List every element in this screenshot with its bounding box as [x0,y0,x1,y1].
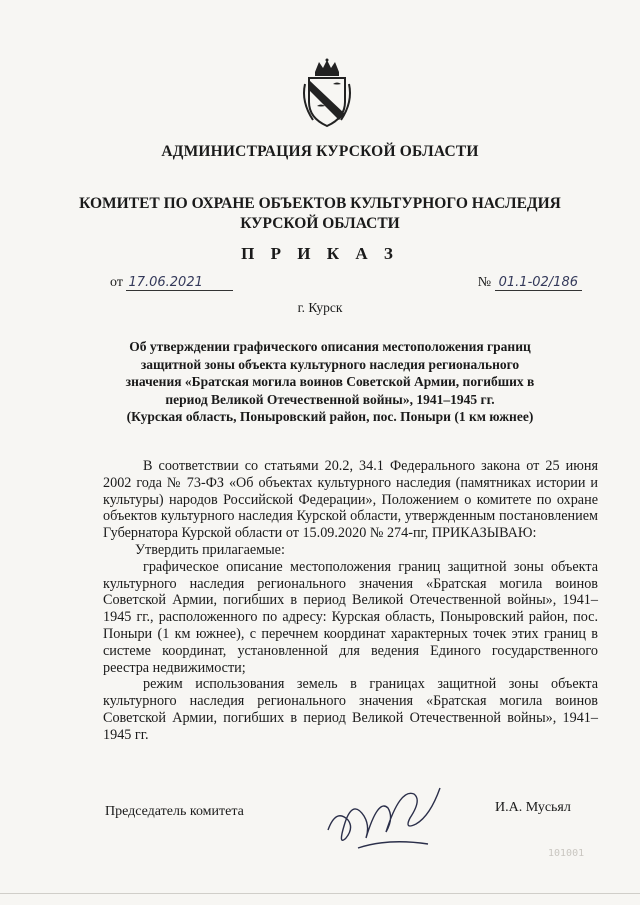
committee-line-2: КУРСКОЙ ОБЛАСТИ [240,215,400,232]
organization-title: АДМИНИСТРАЦИЯ КУРСКОЙ ОБЛАСТИ [161,143,479,160]
order-number [478,275,582,291]
body-paragraph-4: режим использования земель в границах защитной зоны объекта культурного наследия регионального значения «Братская могила воинов Советской Армии, погибших в период Великой Отечественной войны», 1941–1945 гг. [103,676,598,743]
city: г. Курск [297,300,343,315]
order-subject [95,338,565,426]
subject-line-1: Об утверждении графического описания местоположения границ [129,339,531,354]
committee-title [0,194,640,234]
date-value: 17.06.2021 [126,275,232,291]
handwritten-signature [318,768,458,858]
committee-line-1: КОМИТЕТ ПО ОХРАНЕ ОБЪЕКТОВ КУЛЬТУРНОГО НАСЛЕДИЯ [79,195,561,212]
subject-line-4: период Великой Отечественной войны», 1941–1945 гг. [165,391,495,407]
subject-line-3: значения «Братская могила воинов Советской Армии, погибших в [125,374,535,389]
order-date [110,275,233,291]
coat-of-arms-icon [299,58,355,128]
subject-line-5: (Курская область, Поныровский район, пос. Поныри (1 км южнее) [126,409,534,424]
document-type: П Р И К А З [241,244,399,263]
bottom-rule [0,893,640,894]
body-paragraph-1: В соответствии со статьями 20.2, 34.1 Федерального закона от 25 июня 2002 года № 73-ФЗ «Об объектах культурного наследия (памятниках истории и культуры) народов Российской Федерации», Положением о комитете по охране объектов культурного наследия Курской области, утвержденным постановлением Губернатора Курской области от 15.09.2020 № 274-пг, ПРИКАЗЫВАЮ: [103,458,598,542]
document-stamp: 101001 [548,848,585,859]
body-paragraph-2: Утвердить прилагаемые: [135,541,285,558]
date-prefix: от [110,275,123,290]
signatory-position: Председатель комитета [105,804,244,819]
number-prefix: № [477,275,492,290]
signatory-name: И.А. Мусьял [495,800,571,815]
order-body [103,458,598,744]
body-paragraph-3: графическое описание местоположения границ защитной зоны объекта культурного наследия регионального значения «Братская могила воинов Советской Армии, погибших в период Великой Отечественной войны», 1941–1945 гг., расположенного по адресу: Курская область, Поныровский район, пос. Поныри (1 км южнее), с перечнем координат характерных точек этих границ в системе координат, установленной для ведения Единого государственного реестра недвижимости; [103,558,598,676]
number-value: 01.1-02/186 [495,275,582,291]
subject-line-2: защитной зоны объекта культурного наследия регионального [140,356,520,372]
